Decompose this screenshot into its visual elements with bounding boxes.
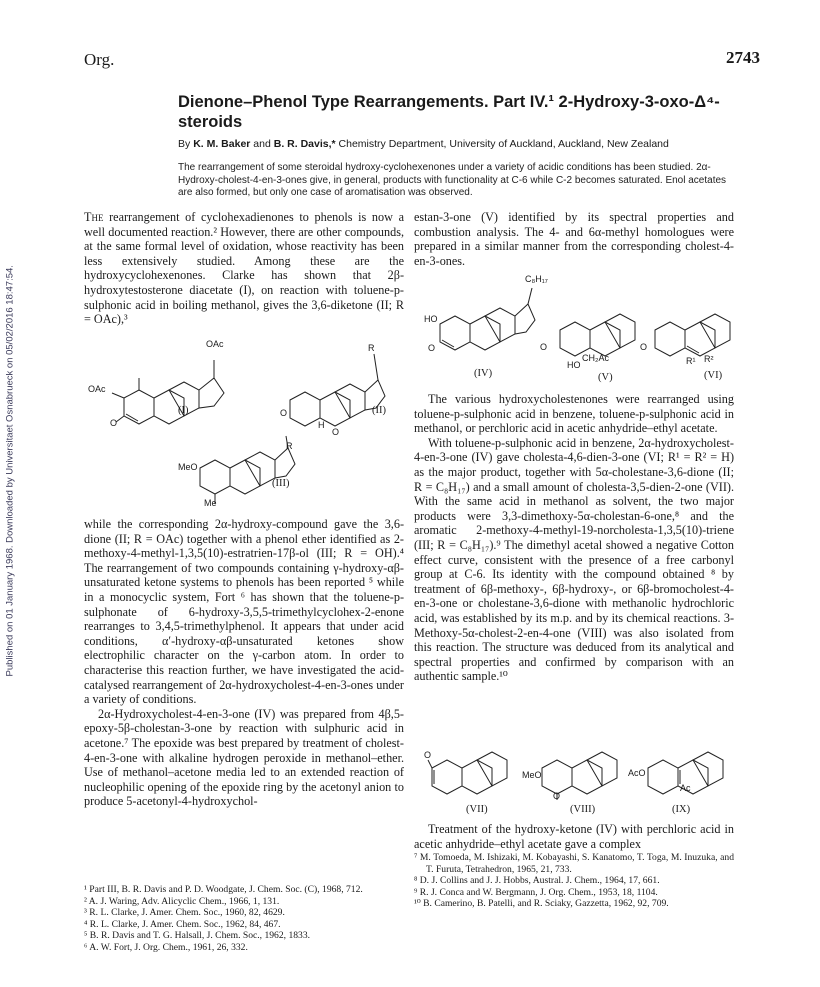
footnotes-right — [414, 852, 734, 910]
struct-III-me: Me — [204, 498, 217, 508]
struct-I-oxo: O — [110, 418, 118, 428]
struct-II-label: (II) — [372, 405, 386, 416]
dropcap-the: The — [84, 210, 104, 224]
journal-name: Org. — [84, 50, 115, 69]
affiliation: Chemistry Department, University of Auckland, Auckland, New Zealand — [338, 138, 669, 150]
footnote: ¹⁰ B. Camerino, B. Patelli, and R. Sciaky, Gazzetta, 1962, 92, 709. — [414, 898, 669, 910]
struct-VI-label: (VI) — [704, 370, 723, 381]
struct-V-label: (V) — [598, 372, 613, 383]
right-col-para-1 — [414, 210, 734, 268]
right-p4-text: Treatment of the hydroxy-ketone (IV) with perchloric acid in acetic anhydride–ethyl acetate gave a complex — [414, 822, 734, 851]
struct-IX-aco: AcO — [628, 768, 646, 778]
struct-VII-label: (VII) — [466, 804, 488, 815]
struct-V-ho: HO — [567, 360, 581, 370]
struct-VII-o: O — [424, 750, 432, 760]
struct-VI-r1: R¹ — [686, 356, 696, 366]
footnote: ⁷ M. Tomoeda, M. Ishizaki, M. Kobayashi, S. Kanatomo, T. Toga, M. Inuzuka, and T. Furuta, Tetrahedron, 1965, 21, 733. — [414, 852, 734, 875]
struct-II-o-bottom: O — [332, 427, 340, 437]
author-2: B. R. Davis,* — [273, 138, 336, 150]
struct-VIII-meo: MeO — [522, 770, 542, 780]
struct-III-meo: MeO — [178, 462, 198, 472]
article-title: Dienone–Phenol Type Rearrangements. Part IV.¹ 2-Hydroxy-3-oxo-Δ⁴-steroids — [178, 93, 720, 131]
struct-II-r: R — [368, 343, 375, 353]
footnote: ⁹ R. J. Conca and W. Bergmann, J. Org. Chem., 1953, 18, 1104. — [414, 886, 658, 898]
struct-VI-o: O — [640, 342, 648, 352]
struct-IV-c8h17: C₈H₁₇ — [525, 274, 548, 284]
struct-V-o: O — [540, 342, 548, 352]
author-1: K. M. Baker — [193, 138, 251, 150]
author-prefix: By — [178, 138, 191, 150]
left-col-para-2 — [84, 517, 404, 809]
struct-V-ch2ac: CH₂Ac — [582, 353, 609, 363]
struct-III-label: (III) — [272, 478, 290, 489]
right-p3-text: With toluene-p-sulphonic acid in benzene, 2α-hydroxycholest-4-en-3-one (IV) gave cholesta-4,6-dien-3-one (VI; R¹ = R² = H) as the major product, together with 5α-cholestane-3,6-dione (II; R = C₈H₁₇) and a small amount of cholesta-3,5-dien-2-one (VII). With the same acid in methanol as solvent, the two major products were 3,3-dimethoxy-5α-cholestan-6-one,⁸ and the aromatic 2-methoxy-4-methyl-19-norcholesta-1,3,5(10)-triene (III; R = C₈H₁₇).⁹ The dimethyl acetal showed a negative Cotton effect curve, consistent with the presence of a free carbonyl group at C-6. Its identity with the compound obtained ⁸ by treatment of 6β-methoxy-, 6β-hydroxy-, or 6β-bromocholest-4-en-3-one or cholestane-3,6-dione with methanolic hydrochloric acid, was established by its m.p. and by its chemical reactions. 3-Methoxy-5α-cholest-2-en-4-one (VIII) was also isolated from this reaction. The structure was deduced from its analytical and spectral properties and confirmed by comparison with an authentic sample.¹⁰ — [414, 435, 734, 684]
left-p2-text: while the corresponding 2α-hydroxy-compound gave the 3,6-dione (II; R = OAc) together with a phenol ether identified as 2-methoxy-4-methyl-1,3,5(10)-estratrien-17β-ol (III; R = OH).⁴ The rearrangement of two compounds containing γ-hydroxy-αβ-unsaturated ketone systems to phenols has been reported ⁵ while in a monocyclic system, Fort ⁶ has shown that the toluene-p-sulphonate of 6-hydroxy-3,5,5-trimethylcyclohex-2-enone rearranges to 3,4,5-trimethylphenol. It appears that under acid conditions, α′-hydroxy-αβ-unsaturated ketones show electrophilic character on the γ-carbon atom. In order to characterise this reaction further, we have investigated the acid-catalysed rearrangement of 2α-hydroxycholest-4-en-3-ones under a variety of conditions. — [84, 517, 404, 707]
struct-VI-r2: R² — [704, 354, 714, 364]
struct-IV-ho: HO — [424, 314, 438, 324]
struct-I-oac-top: OAc — [206, 339, 224, 349]
footnote: ¹ Part III, B. R. Davis and P. D. Woodgate, J. Chem. Soc. (C), 1968, 712. — [84, 884, 363, 895]
left-p1-text: rearrangement of cyclohexadienones to phenols is now a well documented reaction.² However, there are other compounds, at the same formal level of oxidation, whose reactivity has been less extensively studied. Among these are the hydroxycyclohexenones. Clarke has shown that 2β-hydroxytestosterone diacetate (I), on reaction with toluene-p-sulphonic acid in boiling methanol, gives the 3,6-diketone (II; R = OAc),³ — [84, 210, 404, 327]
struct-II-h: H — [318, 420, 325, 430]
author-line — [178, 138, 758, 150]
struct-IV-o: O — [428, 343, 436, 353]
struct-I-label: (I) — [178, 405, 189, 416]
struct-I-oac-left: OAc — [88, 384, 106, 394]
author-and: and — [253, 138, 271, 150]
right-p2-text: The various hydroxycholestenones were rearranged using toluene-p-sulphonic acid in benzene, toluene-p-sulphonic acid in methanol, or perchloric acid in acetic anhydride–ethyl acetate. — [414, 392, 734, 436]
struct-IV-label: (IV) — [474, 368, 493, 379]
struct-III-r: R — [286, 441, 293, 451]
struct-II-o-left: O — [280, 408, 288, 418]
footnotes-left — [84, 884, 404, 954]
footnote: ⁶ A. W. Fort, J. Org. Chem., 1961, 26, 332. — [84, 941, 248, 953]
footnote: ² A. J. Waring, Adv. Alicyclic Chem., 1966, 1, 131. — [84, 895, 280, 907]
struct-VIII-o: O — [553, 791, 561, 801]
struct-IX-ac: Ac — [680, 783, 691, 793]
abstract: The rearrangement of some steroidal hydroxy-cyclohexenones under a variety of acidic conditions has been studied. 2α-Hydroxy-cholest-4-en-3-ones give, in general, products with functionality at C-6 while C-2 becomes saturated. Enol acetates are also formed, but only one case of aromatisation was observed. — [178, 162, 727, 198]
footnote: ⁴ R. L. Clarke, J. Amer. Chem. Soc., 1962, 84, 467. — [84, 918, 281, 930]
page-number: 2743 — [726, 48, 760, 67]
download-side-note: Published on 01 January 1968. Downloaded by Universitaet Osnabrueck on 05/02/2016 18:47:54. — [4, 265, 16, 677]
footnote: ³ R. L. Clarke, J. Amer. Chem. Soc., 1960, 82, 4629. — [84, 907, 285, 919]
footnote: ⁸ D. J. Collins and J. J. Hobbs, Austral. J. Chem., 1964, 17, 661. — [414, 875, 660, 887]
footnote: ⁵ B. R. Davis and T. G. Halsall, J. Chem. Soc., 1962, 1833. — [84, 930, 311, 942]
left-p3-text: 2α-Hydroxycholest-4-en-3-one (IV) was prepared from 4β,5-epoxy-5β-cholestan-3-one by reaction with sulphuric acid in acetone.⁷ The epoxide was best prepared by treatment of cholest-4-en-3-one with alkaline hydrogen peroxide in methanol–ether. Use of methanol–acetone media led to an extended reaction of nucleophilic opening of the epoxide ring by the acetonyl anion to produce 5-acetonyl-4-hydroxychol- — [84, 706, 404, 809]
struct-VIII-label: (VIII) — [570, 804, 596, 815]
struct-IX-label: (IX) — [672, 804, 691, 815]
left-col-para-1 — [84, 210, 404, 327]
right-col-para-2 — [414, 392, 734, 684]
right-col-para-4 — [414, 822, 734, 851]
right-p1-text: estan-3-one (V) identified by its spectral properties and combustion analysis. The 4- and 6α-methyl homologues were prepared in a similar manner from the corresponding cholest-4-en-3-ones. — [414, 210, 734, 268]
